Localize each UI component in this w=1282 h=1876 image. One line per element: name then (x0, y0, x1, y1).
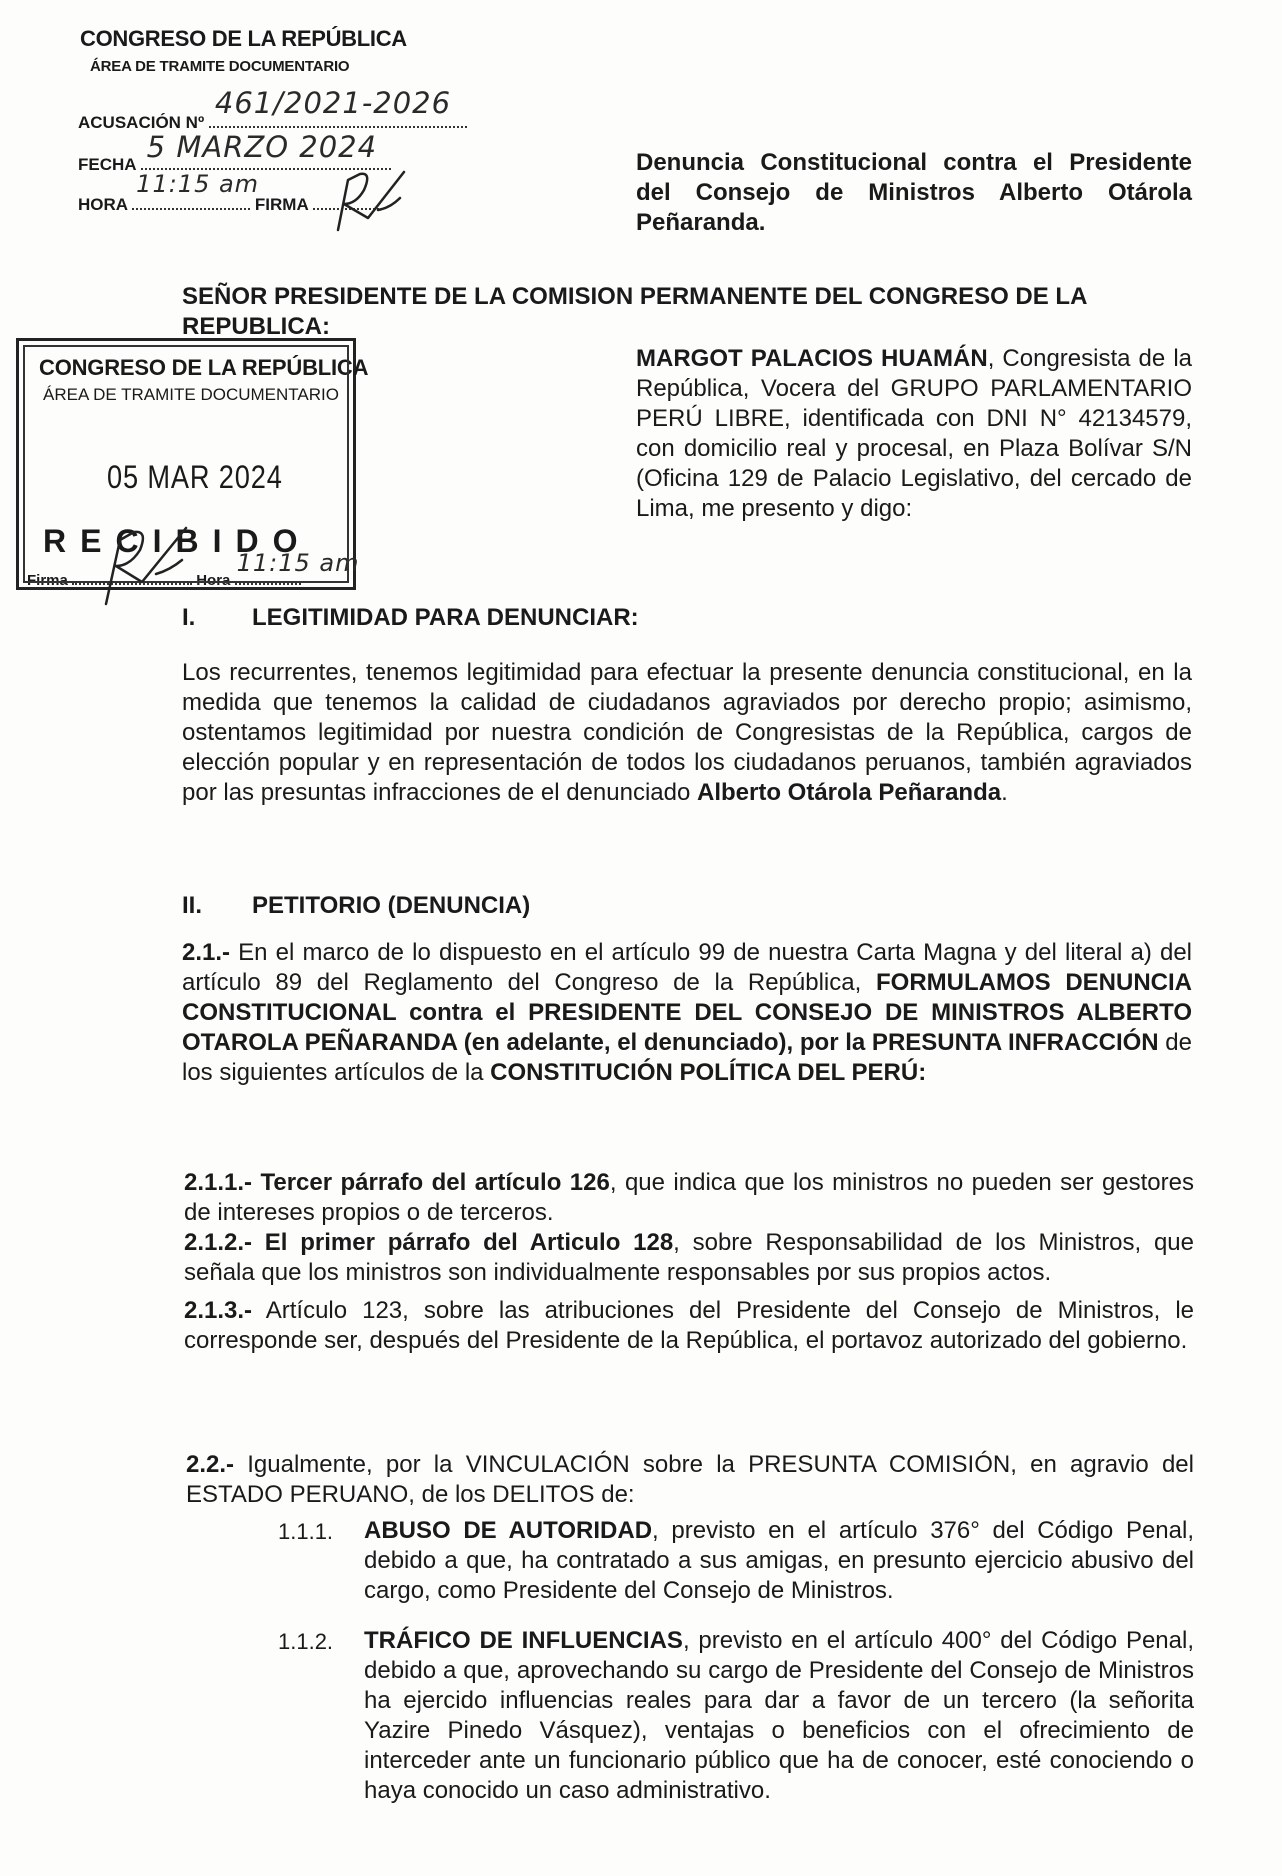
stamp-hora-label: Hora (196, 572, 231, 589)
acusacion-field (78, 86, 467, 133)
stamp-hora-value: 11:15 am (236, 549, 360, 577)
section-1-text: Los recurrentes, tenemos legitimidad para efectuar la presente denuncia constitucional, en la medida que tenemos la calidad de ciudadanos agraviados por derecho propio; asimismo, ostentamos legitimidad por nuestra condición de Congresistas de la República, cargos de elección popular y en representación de todos los ciudadanos peruanos, también agraviados por las presuntas infracciones de el denunciado (182, 659, 1192, 806)
stamp-date: 05 MAR 2024 (107, 459, 283, 495)
section-2-number: II. (182, 892, 203, 919)
hora-value: 11:15 am (136, 170, 260, 198)
paragraph-2-1: 2.1.- En el marco de lo dispuesto en el artículo 99 de nuestra Carta Magna y del literal a) del artículo 89 del Reglamento del Congreso de la República, FORMULAMOS DENUNCIA CONSTITUCIONAL contra el PRESIDENTE DEL CONSEJO DE MINISTROS ALBERTO OTAROLA PEÑARANDA (en adelante, el denunciado), por la PRESUNTA INFRACCIÓN de los siguientes artículos de la CONSTITUCIÓN POLÍTICA DEL PERÚ: (182, 939, 1193, 1086)
firma-label: FIRMA (254, 195, 309, 214)
paragraph-2-1-3: 2.1.3.- Artículo 123, sobre las atribuciones del Presidente del Consejo de Ministros, le corresponde ser, después del Presidente de la República, el portavoz autorizado del gobierno. (184, 1297, 1194, 1354)
section-1-heading (182, 604, 639, 632)
presenter-text: , Congresista de la República, Vocera del GRUPO PARLAMENTARIO PERÚ LIBRE, identificada con DNI N° 42134579, con domicilio real y procesal, en Plaza Bolívar S/N (Oficina 129 de Palacio Legislativo, del cercado de Lima, me presento y digo: (636, 345, 1193, 522)
constitution-name: CONSTITUCIÓN POLÍTICA DEL PERÚ: (490, 1059, 927, 1086)
presenter-paragraph (636, 344, 1192, 524)
formal-complaint: FORMULAMOS DENUNCIA CONSTITUCIONAL contra el PRESIDENTE DEL CONSEJO DE MINISTROS ALBERTO OTAROLA PEÑARANDA (en adelante, el denunciado), por la PRESUNTA INFRACCIÓN (182, 969, 1192, 1056)
hora-label: HORA (78, 195, 128, 214)
item-2-number: 1.1.2. (278, 1629, 334, 1654)
item-1-text: ABUSO DE AUTORIDAD, previsto en el artículo 376° del Código Penal, debido a que, ha contratado a sus amigas, en presunto ejercicio abusivo del cargo, como Presidente del Consejo de Ministros. (364, 1517, 1194, 1604)
section-2-heading (182, 892, 530, 920)
fecha-label: FECHA (78, 155, 136, 174)
stamp-status: RECIBIDO (43, 523, 312, 559)
acusacion-label: ACUSACIÓN Nº (78, 113, 205, 132)
stamp-firma-label: Firma (27, 572, 68, 589)
acusacion-value: 461/2021-2026 (214, 86, 452, 120)
item-1-number: 1.1.1. (278, 1519, 334, 1544)
item-2-title: TRÁFICO DE INFLUENCIAS (364, 1627, 683, 1654)
paragraph-2-1-number: 2.1.- (182, 939, 231, 966)
fecha-value: 5 MARZO 2024 (146, 130, 378, 164)
accused-name: Alberto Otárola Peñaranda (697, 779, 1002, 806)
paragraph-2-1-2: 2.1.2.- El primer párrafo del Articulo 128, sobre Responsabilidad de los Ministros, que señala que los ministros son individualmente responsables por sus propios actos. (184, 1229, 1194, 1286)
reception-org: CONGRESO DE LA REPÚBLICA (80, 26, 407, 51)
item-2-text: TRÁFICO DE INFLUENCIAS, previsto en el artículo 400° del Código Penal, debido a que, aprovechando su cargo de Presidente del Consejo de Ministros ha ejercido influencias reales para dar a favor de un tercero (la señorita Yazire Pinedo Vásquez), ventajas o beneficios con el ofrecimiento de interceder ante un funcionario público que ha de conocer, esté conociendo o haya conocido un caso administrativo. (364, 1627, 1194, 1804)
addressee: SEÑOR PRESIDENTE DE LA COMISION PERMANENTE DEL CONGRESO DE LA REPUBLICA: (182, 283, 1087, 340)
paragraph-2-1-1: 2.1.1.- Tercer párrafo del artículo 126, que indica que los ministros no pueden ser gestores de intereses propios o de terceros. (184, 1169, 1194, 1226)
stamp-org: CONGRESO DE LA REPÚBLICA (39, 355, 369, 380)
section-2-title: PETITORIO (DENUNCIA) (252, 892, 531, 919)
item-1-title: ABUSO DE AUTORIDAD (364, 1517, 653, 1544)
section-1-number: I. (182, 604, 196, 631)
section-1-title: LEGITIMIDAD PARA DENUNCIAR: (252, 604, 639, 631)
paragraph-2-2: 2.2.- Igualmente, por la VINCULACIÓN sobre la PRESUNTA COMISIÓN, en agravio del ESTADO PERUANO, de los DELITOS de: (186, 1451, 1194, 1508)
reception-signature (320, 160, 430, 240)
stamp-signature (86, 520, 216, 610)
presenter-name: MARGOT PALACIOS HUAMÁN (636, 345, 988, 372)
document-subject: Denuncia Constitucional contra el Presidente del Consejo de Ministros Alberto Otárola Peñaranda. (636, 149, 1192, 236)
stamp-area: ÁREA DE TRAMITE DOCUMENTARIO (43, 385, 339, 404)
section-1-paragraph: Los recurrentes, tenemos legitimidad para efectuar la presente denuncia constitucional, en la medida que tenemos la calidad de ciudadanos agraviados por derecho propio; asimismo, ostentamos legitimidad por nuestra condición de Congresistas de la República, cargos de elección popular y en representación de todos los ciudadanos peruanos, también agraviados por las presuntas infracciones de el denunciado Alberto Otárola Peñaranda. (182, 659, 1192, 806)
reception-area: ÁREA DE TRAMITE DOCUMENTARIO (90, 58, 350, 75)
